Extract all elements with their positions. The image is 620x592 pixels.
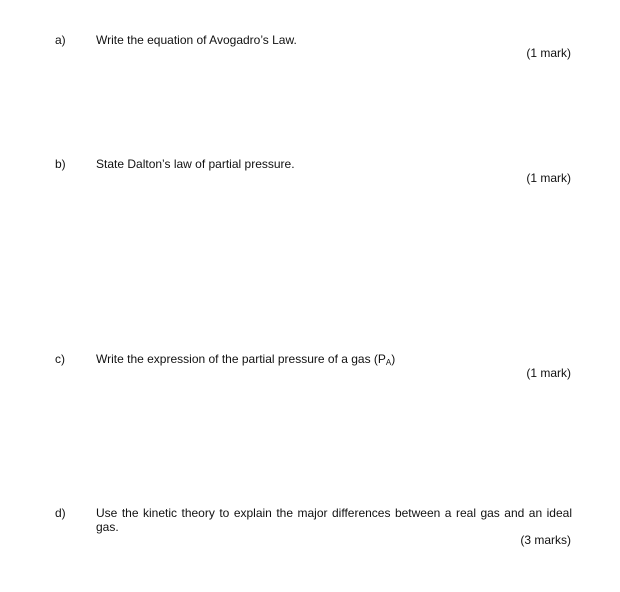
question-text: State Dalton’s law of partial pressure.	[96, 157, 295, 171]
question-text	[96, 352, 572, 368]
subscript-a: A	[385, 358, 392, 367]
marks-label: (1 mark)	[526, 171, 571, 185]
question-label: b)	[55, 157, 66, 171]
marks-label: (1 mark)	[526, 366, 571, 380]
question-label: a)	[55, 33, 66, 47]
question-text-main: Write the expression of the partial pressure of a gas (P	[96, 352, 386, 366]
marks-label: (1 mark)	[526, 46, 571, 60]
marks-label: (3 marks)	[520, 533, 571, 547]
question-text-close: )	[391, 352, 396, 366]
question-label: c)	[55, 352, 65, 366]
question-label: d)	[55, 506, 66, 520]
question-text: Write the equation of Avogadro’s Law.	[96, 33, 297, 47]
question-text: Use the kinetic theory to explain the major differences between a real gas and an ideal gas.	[96, 506, 572, 534]
